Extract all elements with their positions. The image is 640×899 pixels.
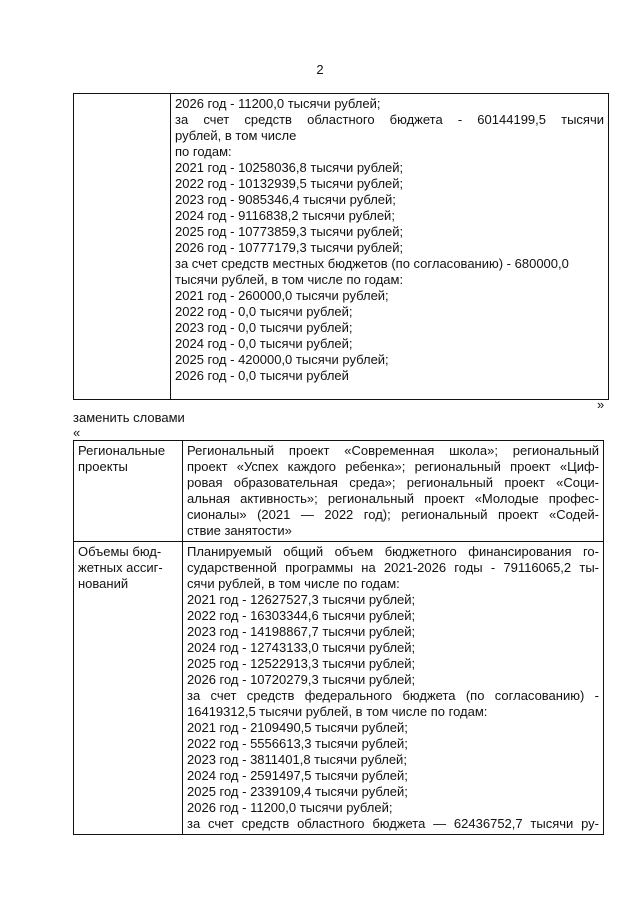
text-line: 2023 год - 14198867,7 тысячи рублей;	[187, 624, 416, 639]
text-line: 2025 год - 420000,0 тысячи рублей;	[175, 352, 389, 367]
page-number: 2	[316, 62, 324, 77]
text-line: 2022 год - 16303344,6 тысячи рублей;	[187, 608, 416, 623]
text-line: 2026 год - 10720279,3 тысячи рублей;	[187, 672, 416, 687]
text-line: Планируемый общий объем бюджетного финансирования го-	[187, 544, 599, 559]
text-line: за счет средств местных бюджетов (по согласованию) - 680000,0	[175, 256, 569, 271]
label-line: Региональные	[78, 443, 166, 458]
label-line: Объемы бюд-	[78, 544, 162, 559]
opening-quote: «	[73, 425, 81, 440]
funding-table-continued	[73, 93, 609, 400]
regional-projects-text	[183, 441, 604, 542]
text-line: 2026 год - 11200,0 тысячи рублей;	[175, 96, 381, 111]
text-line: за счет средств федерального бюджета (по согласованию) -	[187, 688, 599, 703]
text-line: за счет средств областного бюджета - 60144199,5 тысячи	[175, 112, 604, 127]
text-line: 2025 год - 2339109,4 тысячи рублей;	[187, 784, 408, 799]
text-line: 2026 год - 10777179,3 тысячи рублей;	[175, 240, 404, 255]
text-line: сионалы» (2021 — 2022 год); региональный проект «Содей-	[187, 507, 599, 522]
budget-allocations-label	[74, 542, 183, 835]
text-line: тысячи рублей, в том числе по годам:	[175, 272, 404, 287]
text-line: ствие занятости»	[187, 523, 292, 538]
text-line: 2024 год - 0,0 тысячи рублей;	[175, 336, 353, 351]
text-line: 16419312,5 тысячи рублей, в том числе по годам:	[187, 704, 488, 719]
passport-table	[73, 440, 604, 835]
table-row	[74, 94, 609, 400]
text-line: 2024 год - 12743133,0 тысячи рублей;	[187, 640, 416, 655]
text-line: 2025 год - 10773859,3 тысячи рублей;	[175, 224, 404, 239]
text-line: рублей, в том числе	[175, 128, 297, 143]
label-line: проекты	[78, 459, 128, 474]
funding-details-cell	[171, 94, 609, 400]
text-line: 2022 год - 0,0 тысячи рублей;	[175, 304, 353, 319]
label-line: жетных ассиг-	[78, 560, 163, 575]
text-line: 2022 год - 5556613,3 тысячи рублей;	[187, 736, 408, 751]
text-line: сячи рублей, в том числе по годам:	[187, 576, 400, 591]
text-line: 2023 год - 3811401,8 тысячи рублей;	[187, 752, 407, 767]
text-line: сударственной программы на 2021-2026 годы - 79116065,2 ты-	[187, 560, 599, 575]
label-cell-empty	[74, 94, 171, 400]
text-line: 2021 год - 12627527,3 тысячи рублей;	[187, 592, 416, 607]
text-line: 2025 год - 12522913,3 тысячи рублей;	[187, 656, 416, 671]
text-line: альная активность»; региональный проект «Молодые профес-	[187, 491, 599, 506]
text-line: 2023 год - 0,0 тысячи рублей;	[175, 320, 353, 335]
text-line: по годам:	[175, 144, 232, 159]
text-line: 2026 год - 11200,0 тысячи рублей;	[187, 800, 393, 815]
text-line: 2021 год - 2109490,5 тысячи рублей;	[187, 720, 408, 735]
regional-projects-label	[74, 441, 183, 542]
budget-allocations-text	[183, 542, 604, 835]
table-row	[74, 542, 604, 835]
text-line: 2024 год - 2591497,5 тысячи рублей;	[187, 768, 408, 783]
closing-quote: »	[597, 397, 605, 412]
text-line: ровая образовательная среда»; региональный проект «Соци-	[187, 475, 599, 490]
text-line: проект «Успех каждого ребенка»; региональный проект «Циф-	[187, 459, 599, 474]
text-line: 2021 год - 260000,0 тысячи рублей;	[175, 288, 389, 303]
text-line: 2023 год - 9085346,4 тысячи рублей;	[175, 192, 396, 207]
text-line: 2024 год - 9116838,2 тысячи рублей;	[175, 208, 395, 223]
replace-instruction: заменить словами	[73, 410, 185, 425]
table-row	[74, 441, 604, 542]
text-line: 2022 год - 10132939,5 тысячи рублей;	[175, 176, 404, 191]
text-line: 2026 год - 0,0 тысячи рублей	[175, 368, 349, 383]
text-line: 2021 год - 10258036,8 тысячи рублей;	[175, 160, 404, 175]
text-line: за счет средств областного бюджета — 62436752,7 тысячи ру-	[187, 816, 599, 831]
label-line: нований	[78, 576, 129, 591]
text-line: Региональный проект «Современная школа»; региональный	[187, 443, 599, 458]
